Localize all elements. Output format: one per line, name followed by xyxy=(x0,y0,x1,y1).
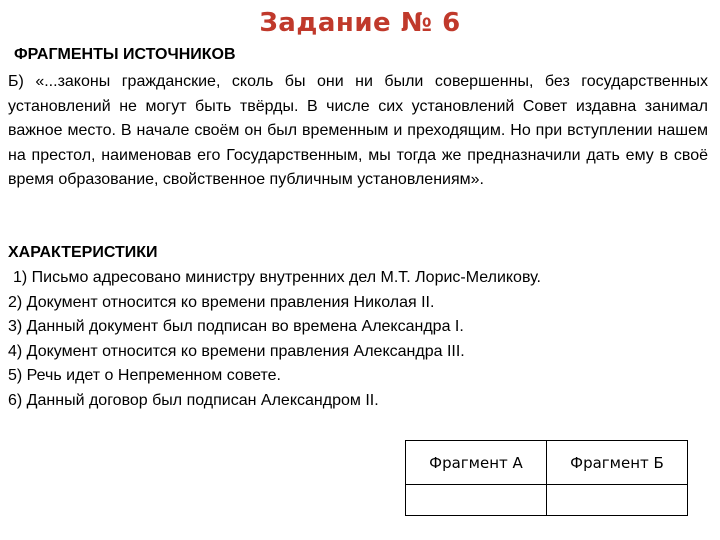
list-item: 4) Документ относится ко времени правления Александра III. xyxy=(8,342,465,360)
answer-cell-fragment-b[interactable] xyxy=(547,485,688,516)
list-item: 6) Данный договор был подписан Александром II. xyxy=(8,391,379,409)
list-item: 3) Данный документ был подписан во времена Александра I. xyxy=(8,318,464,336)
fragment-text: Б) «...законы гражданские, сколь бы они ни были совершенны, без государственных установлений не могут быть твёрды. В числе сих установлений Совет издавна занимал важное место. В начале своём он был временным и преходящим. Но при вступлении нашем на престол, наименовав его Государственным, мы тогда же предназначили дать ему в своё время образование, свойственное публичным установлениям». xyxy=(8,73,708,188)
list-item: 1) Письмо адресовано министру внутренних дел М.Т. Лорис-Меликову. xyxy=(13,269,541,286)
fragments-heading: ФРАГМЕНТЫ ИСТОЧНИКОВ xyxy=(14,46,236,63)
column-header-fragment-a: Фрагмент А xyxy=(406,441,547,485)
answer-cell-fragment-a[interactable] xyxy=(406,485,547,516)
characteristics-list xyxy=(8,266,708,414)
page-title: Задание № 6 xyxy=(259,8,461,38)
column-header-fragment-b: Фрагмент Б xyxy=(547,441,688,485)
list-item: 2) Документ относится ко времени правления Николая II. xyxy=(8,293,435,311)
characteristics-heading: ХАРАКТЕРИСТИКИ xyxy=(8,244,158,261)
list-item: 5) Речь идет о Непременном совете. xyxy=(8,367,281,385)
answer-table xyxy=(405,440,688,516)
